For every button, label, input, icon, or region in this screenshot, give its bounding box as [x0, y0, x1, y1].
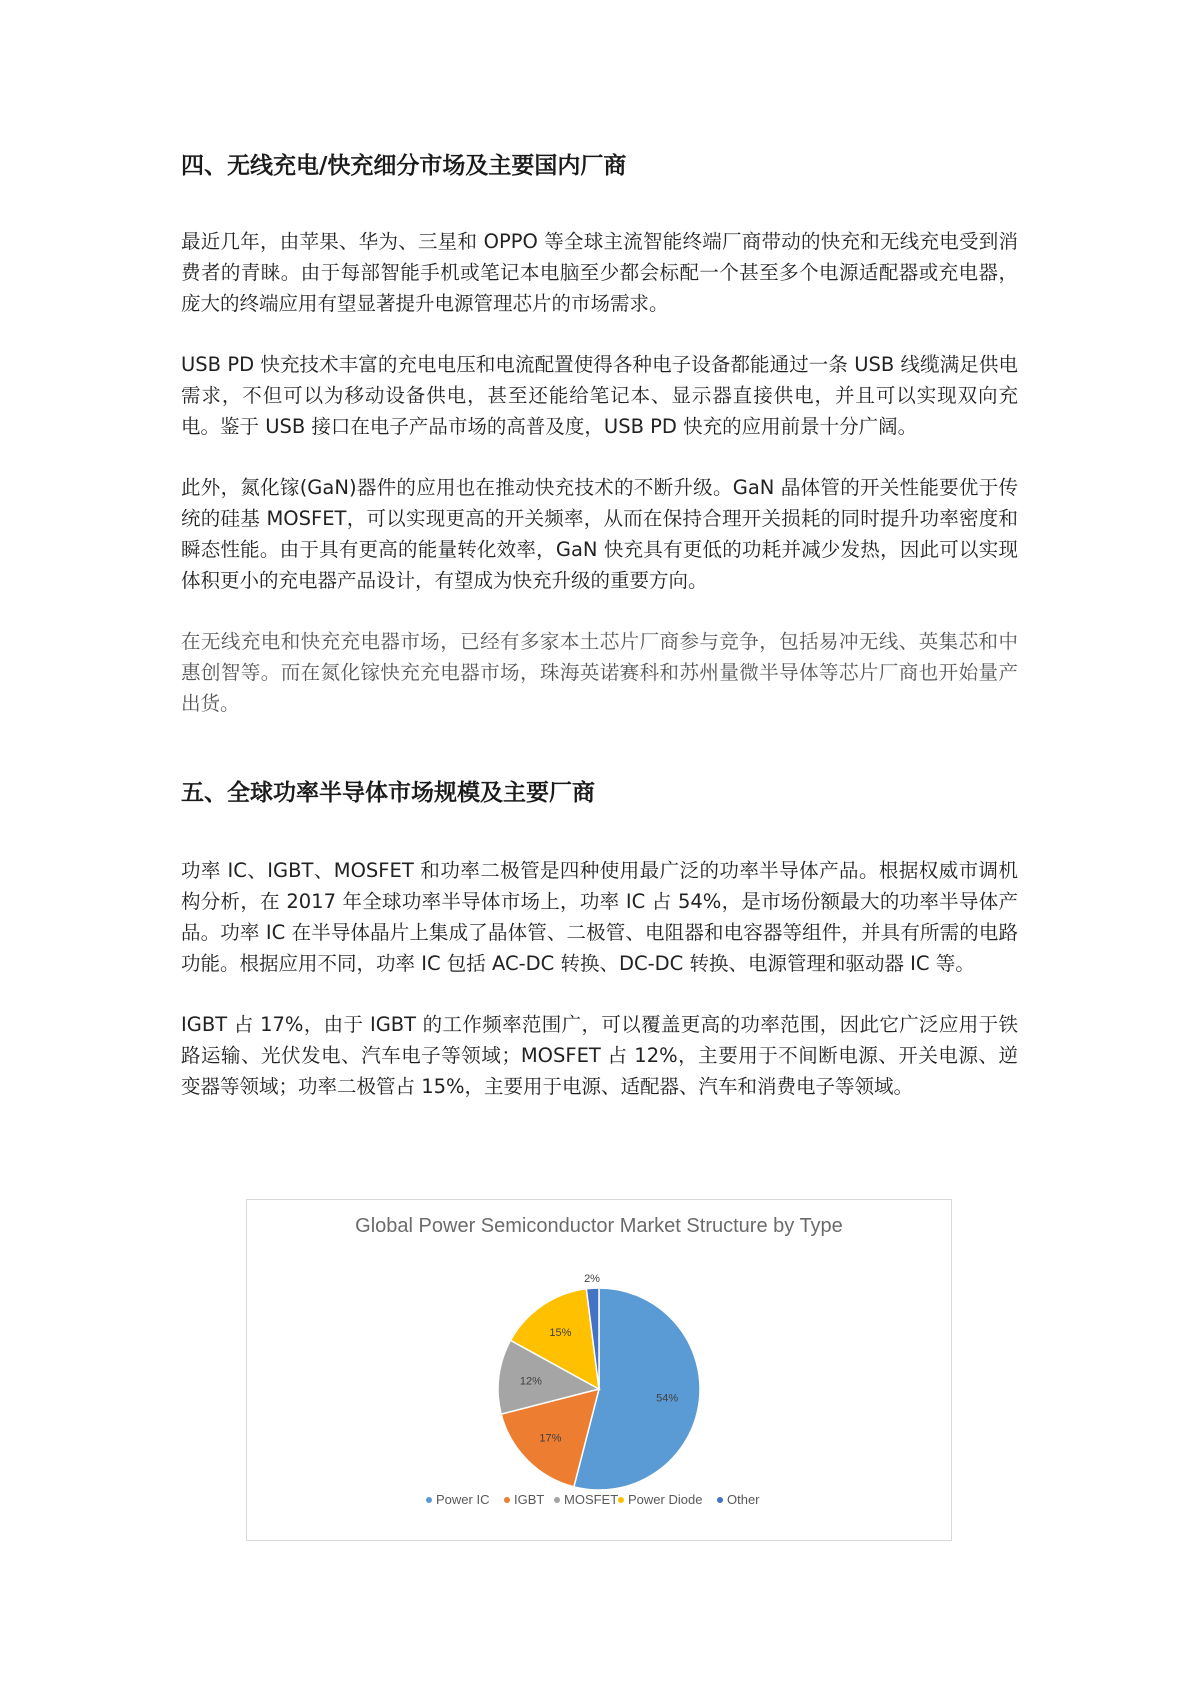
legend-marker-mosfet [554, 1497, 560, 1503]
pie-slice-label-mosfet: 12% [519, 1375, 542, 1388]
pie-slices [498, 1288, 700, 1490]
chart-legend [426, 1492, 760, 1507]
legend-label-other: Other [727, 1492, 760, 1507]
section-4-paragraph-4: 在无线充电和快充充电器市场，已经有多家本土芯片厂商参与竞争，包括易冲无线、英集芯和中惠创智等。而在氮化镓快充充电器市场，珠海英诺赛科和苏州量微半导体等芯片厂商也开始量产出货。 [181, 630, 1018, 715]
legend-marker-igbt [504, 1497, 510, 1503]
legend-label-mosfet: MOSFET [564, 1492, 619, 1507]
pie-chart-frame [246, 1199, 952, 1541]
pie-slice-label-power-ic: 54% [656, 1392, 679, 1405]
legend-label-power-diode: Power Diode [628, 1492, 703, 1507]
pie-chart [247, 1200, 951, 1540]
pie-slice-label-other: 2% [584, 1273, 600, 1286]
legend-label-igbt: IGBT [514, 1492, 545, 1507]
legend-marker-other [717, 1497, 723, 1503]
section-4-title: 四、无线充电/快充细分市场及主要国内厂商 [181, 153, 627, 179]
document-page [181, 150, 1018, 1114]
legend-label-power-ic: Power IC [436, 1492, 490, 1507]
section-5-title: 五、全球功率半导体市场规模及主要厂商 [181, 780, 595, 806]
section-5-paragraph-1: 功率 IC、IGBT、MOSFET 和功率二极管是四种使用最广泛的功率半导体产品。根据权威市调机构分析，在 2017 年全球功率半导体市场上，功率 IC 占 54%，是市场份额最大的功率半导体产品。功率 IC 在半导体晶片上集成了晶体管、二极管、电阻器和电容器等组件，并具有所需的电路功能。根据应用不同，功率 IC 包括 AC-DC 转换、DC-DC 转换、电源管理和驱动器 IC 等。 [181, 859, 1018, 975]
legend-marker-power-diode [618, 1497, 624, 1503]
chart-title: Global Power Semiconductor Market Structure by Type [355, 1215, 843, 1237]
section-4-paragraph-2: USB PD 快充技术丰富的充电电压和电流配置使得各种电子设备都能通过一条 USB 线缆满足供电需求，不但可以为移动设备供电，甚至还能给笔记本、显示器直接供电，并且可以实现双向充电。鉴于 USB 接口在电子产品市场的高普及度，USB PD 快充的应用前景十分广阔。 [181, 353, 1018, 438]
section-4-paragraph-3: 此外，氮化镓(GaN)器件的应用也在推动快充技术的不断升级。GaN 晶体管的开关性能要优于传统的硅基 MOSFET，可以实现更高的开关频率，从而在保持合理开关损耗的同时提升功率密度和瞬态性能。由于具有更高的能量转化效率，GaN 快充具有更低的功耗并减少发热，因此可以实现体积更小的充电器产品设计，有望成为快充升级的重要方向。 [181, 476, 1018, 592]
legend-marker-power-ic [426, 1497, 432, 1503]
section-5-paragraph-2: IGBT 占 17%，由于 IGBT 的工作频率范围广，可以覆盖更高的功率范围，因此它广泛应用于铁路运输、光伏发电、汽车电子等领域；MOSFET 占 12%，主要用于不间断电源、开关电源、逆变器等领域；功率二极管占 15%，主要用于电源、适配器、汽车和消费电子等领域。 [181, 1013, 1018, 1098]
pie-slice-label-igbt: 17% [539, 1432, 562, 1445]
pie-slice-label-power-diode: 15% [549, 1327, 572, 1340]
section-4-paragraph-1: 最近几年，由苹果、华为、三星和 OPPO 等全球主流智能终端厂商带动的快充和无线充电受到消费者的青睐。由于每部智能手机或笔记本电脑至少都会标配一个甚至多个电源适配器或充电器，庞大的终端应用有望显著提升电源管理芯片的市场需求。 [181, 230, 1018, 315]
